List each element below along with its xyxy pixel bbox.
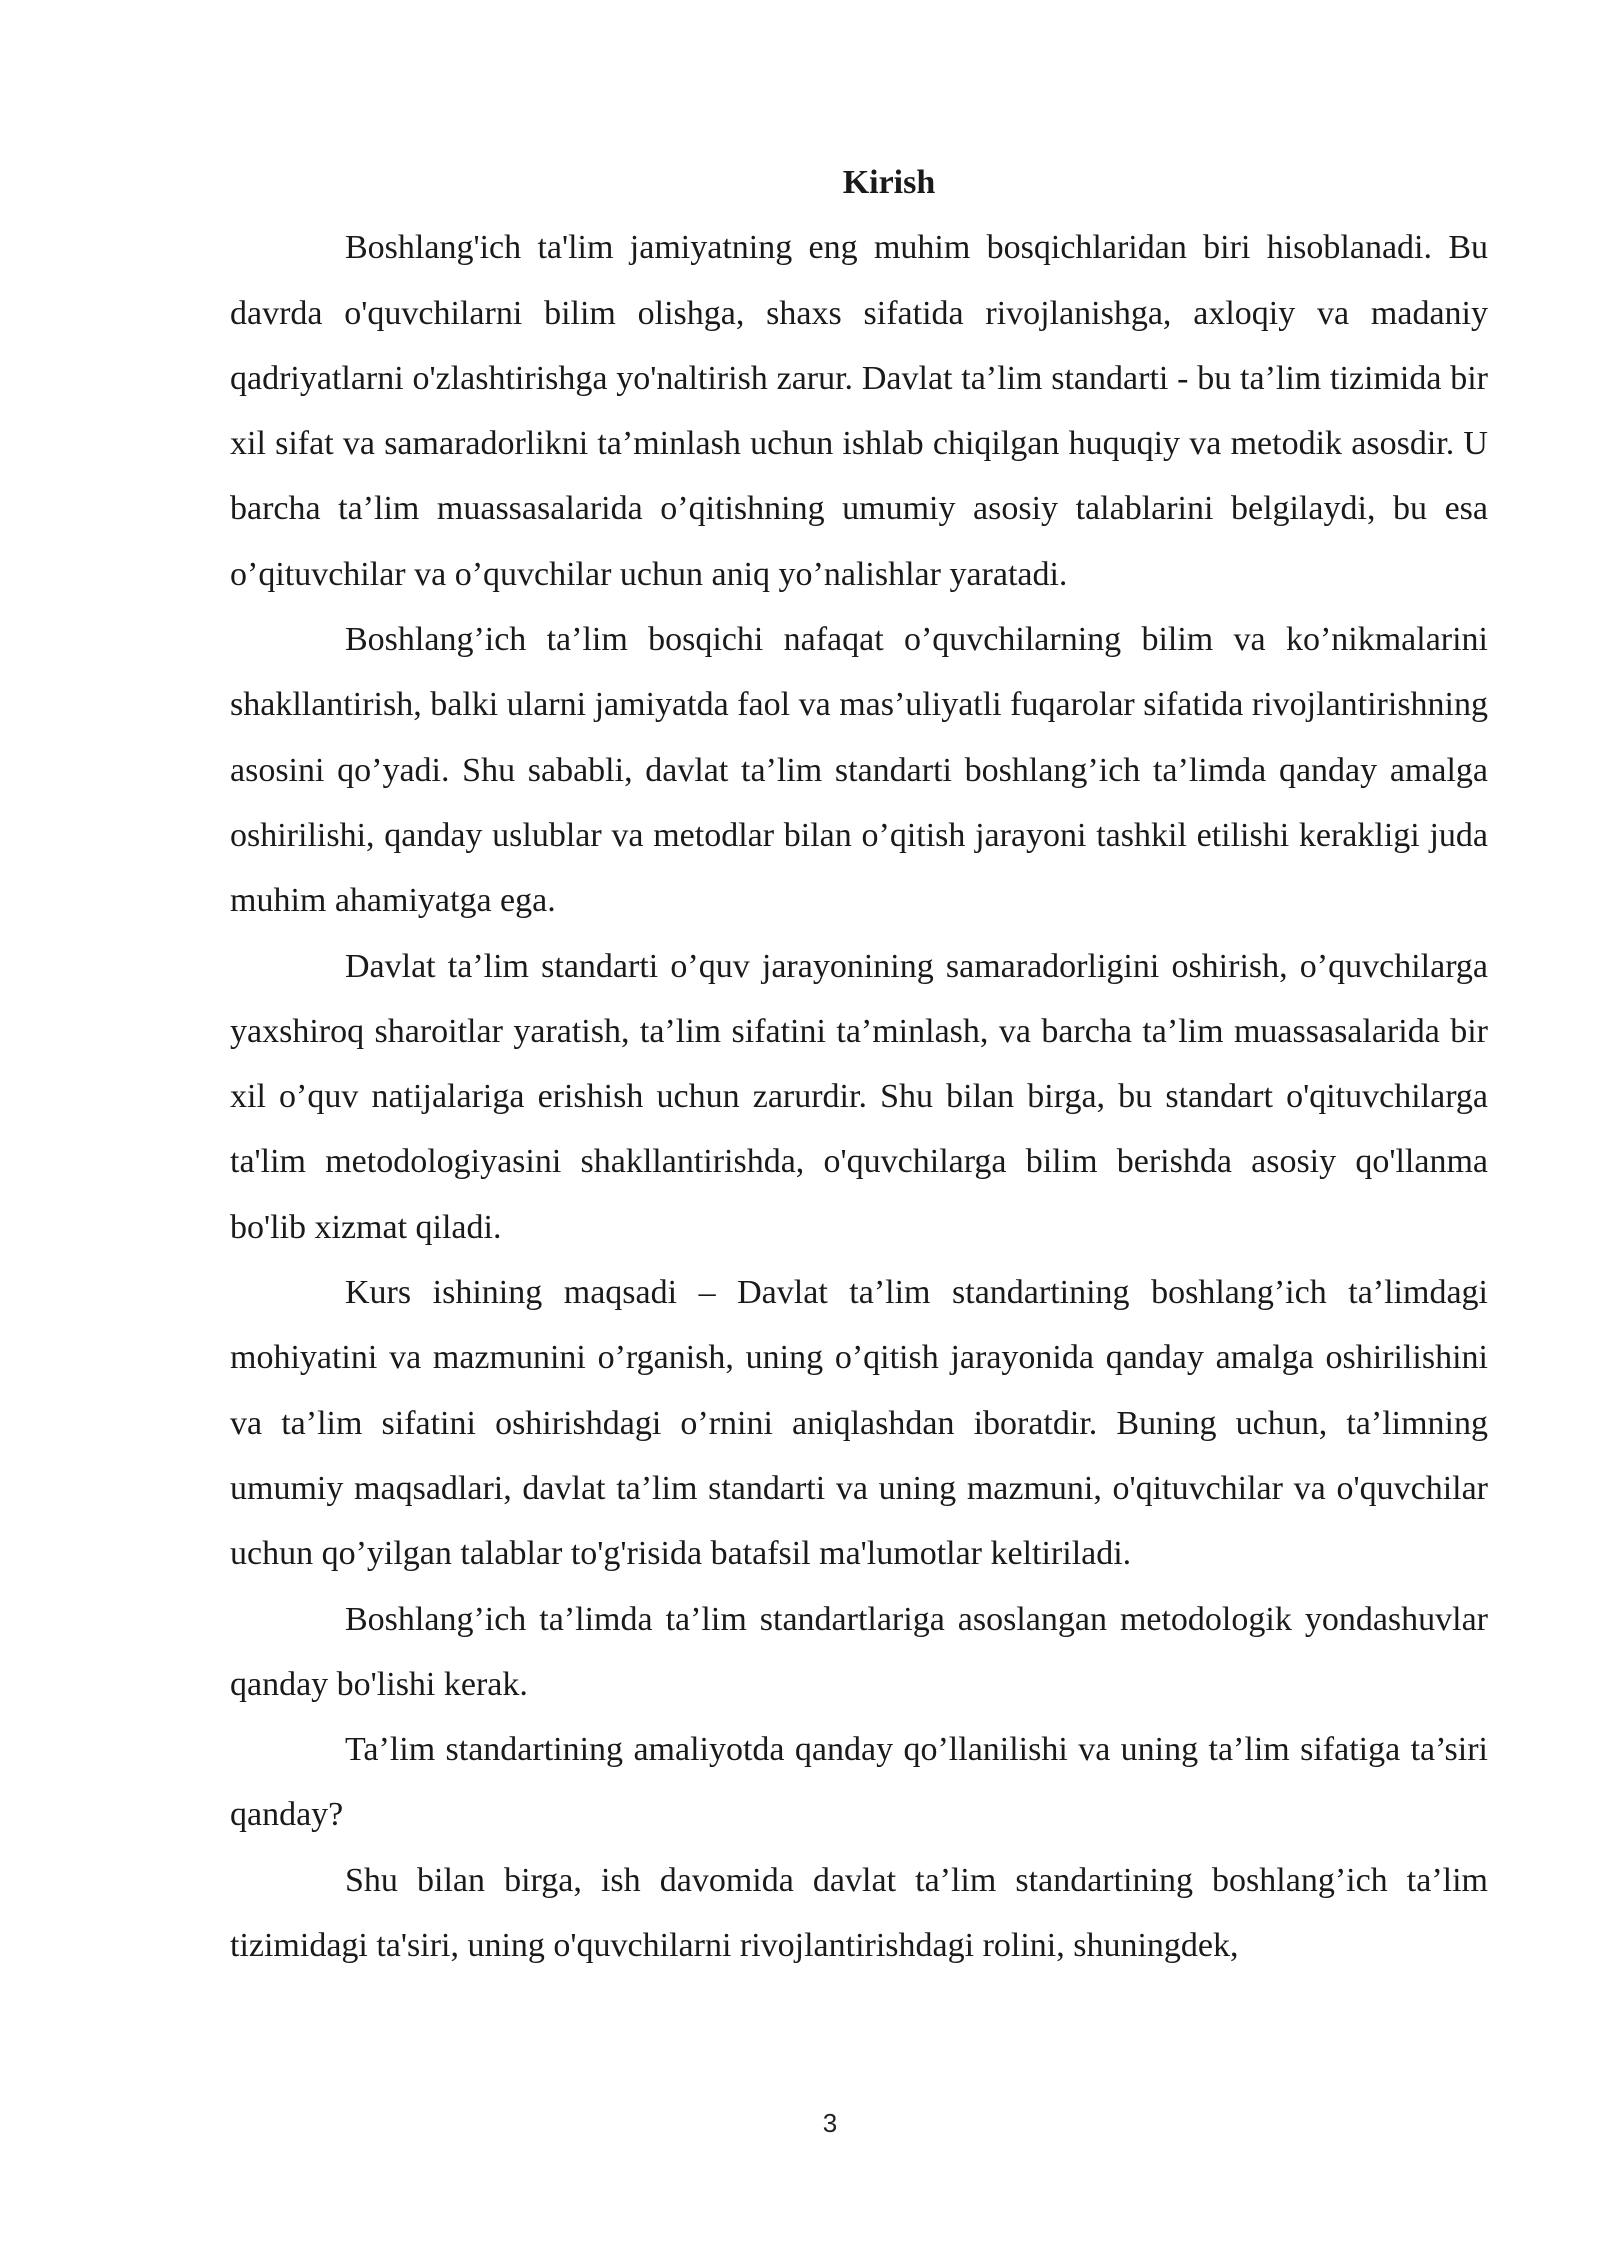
page-number: 3 (822, 2108, 838, 2138)
paragraph-4: Kurs ishining maqsadi – Davlat ta’lim standartining boshlang’ich ta’limdagi mohiyatini va mazmunini o’rganish, uning o’qitish jarayonida qanday amalga oshirilishini va ta’lim sifatini oshirishdagi o’rnini aniqlashdan iboratdir. Buning uchun, ta’limning umumiy maqsadlari, davlat ta’lim standarti va uning mazmuni, o'qituvchilar va o'quvchilar uchun qo’yilgan talablar to'g'risida batafsil ma'lumotlar keltiriladi. (230, 1274, 1488, 1573)
paragraph-3: Davlat ta’lim standarti o’quv jarayonining samaradorligini oshirish, o’quvchilarga yaxshiroq sharoitlar yaratish, ta’lim sifatini ta’minlash, va barcha ta’lim muassasalarida bir xil o’quv natijalariga erishish uchun zarurdir. Shu bilan birga, bu standart o'qituvchilarga ta'lim metodologiyasini shakllantirishda, o'quvchilarga bilim berishda asosiy qo'llanma bo'lib xizmat qiladi. (230, 947, 1488, 1246)
section-title: Kirish (842, 164, 936, 201)
paragraph-1: Boshlang'ich ta'lim jamiyatning eng muhim bosqichlaridan biri hisoblanadi. Bu davrda o'quvchilarni bilim olishga, shaxs sifatida rivojlanishga, axloqiy va madaniy qadriyatlarni o'zlashtirishga yo'naltirish zarur. Davlat ta’lim standarti - bu ta’lim tizimida bir xil sifat va samaradorlikni ta’minlash uchun ishlab chiqilgan huquqiy va metodik asosdir. U barcha ta’lim muassasalarida o’qitishning umumiy asosiy talablarini belgilaydi, bu esa o’qituvchilar va o’quvchilar uchun aniq yo’nalishlar yaratadi. (230, 229, 1488, 593)
paragraph-5: Boshlang’ich ta’limda ta’lim standartlariga asoslangan metodologik yondashuvlar qanday bo'lishi kerak. (230, 1600, 1488, 1703)
paragraph-7: Shu bilan birga, ish davomida davlat ta’lim standartining boshlang’ich ta’lim tizimidagi ta'siri, uning o'quvchilarni rivojlantirishdagi rolini, shuningdek, (230, 1861, 1488, 1965)
document-body (230, 150, 1488, 1978)
paragraph-2: Boshlang’ich ta’lim bosqichi nafaqat o’quvchilarning bilim va ko’nikmalarini shakllantirish, balki ularni jamiyatda faol va mas’uliyatli fuqarolar sifatida rivojlantirishning asosini qo’yadi. Shu sababli, davlat ta’lim standarti boshlang’ich ta’limda qanday amalga oshirilishi, qanday uslublar va metodlar bilan o’qitish jarayoni tashkil etilishi kerakligi juda muhim ahamiyatga ega. (230, 621, 1488, 920)
paragraph-6: Ta’lim standartining amaliyotda qanday qo’llanilishi va uning ta’lim sifatiga ta’siri qanday? (230, 1731, 1488, 1834)
